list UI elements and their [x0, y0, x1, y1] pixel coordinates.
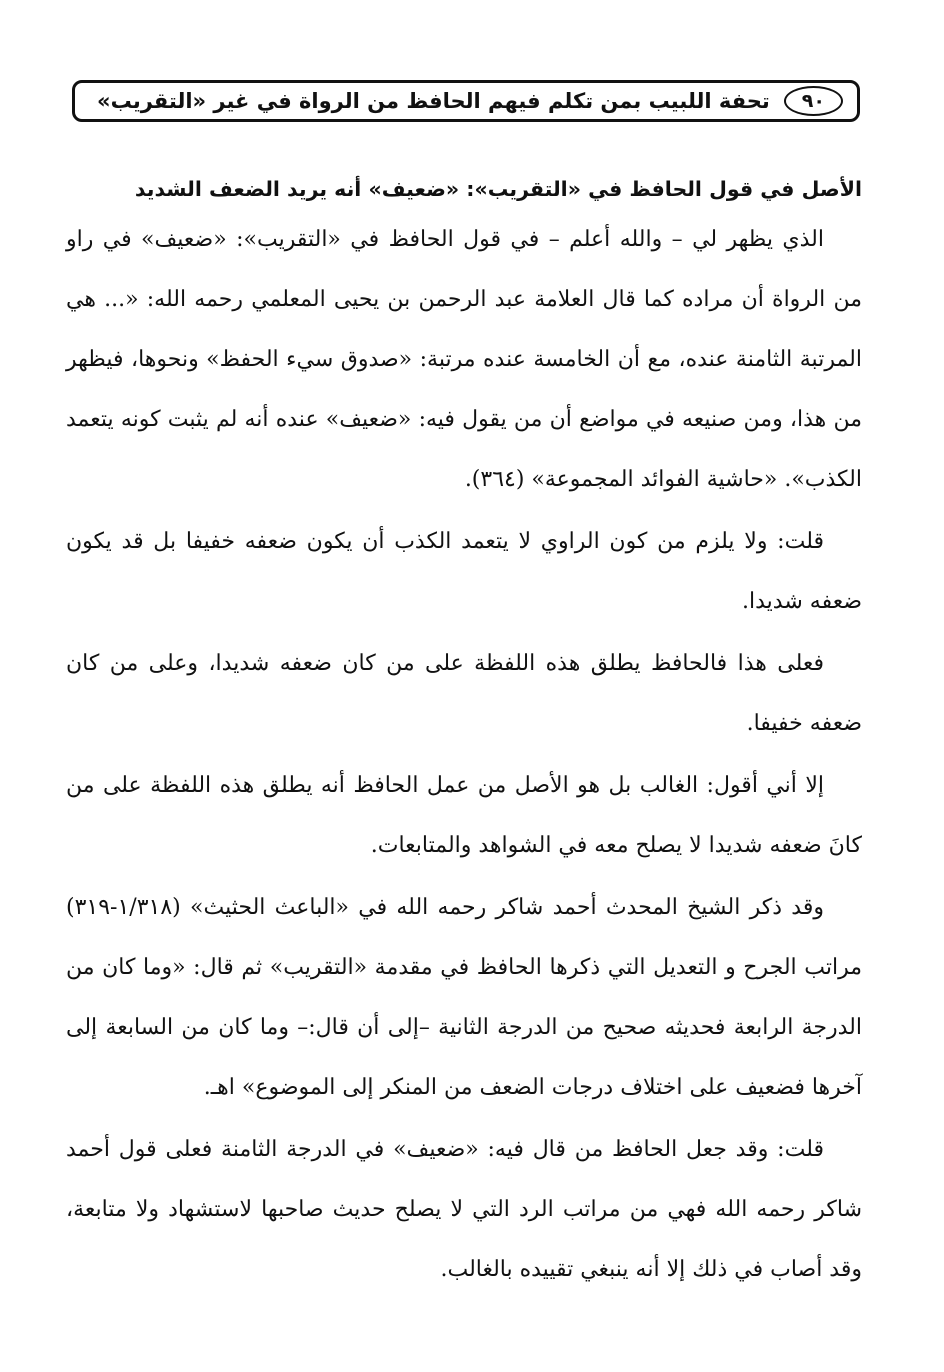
- paragraph-4: إلا أني أقول: الغالب بل هو الأصل من عمل الحافظ أنه يطلق هذه اللفظة على من كانَ ضعفه شديدا لا يصلح معه في الشواهد والمتابعات.: [66, 773, 862, 858]
- paragraph-2: قلت: ولا يلزم من كون الراوي لا يتعمد الكذب أن يكون ضعفه خفيفا بل قد يكون ضعفه شديدا.: [66, 529, 862, 614]
- running-header: [72, 80, 860, 122]
- paragraph-3: فعلى هذا فالحافظ يطلق هذه اللفظة على من كان ضعفه شديدا، وعلى من كان ضعفه خفيفا.: [66, 651, 862, 736]
- page-body: [66, 168, 862, 1300]
- section-heading: الأصل في قول الحافظ في «التقريب»: «ضعيف» أنه يريد الضعف الشديد: [134, 177, 862, 201]
- paragraph-5: وقد ذكر الشيخ المحدث أحمد شاكر رحمه الله في «الباعث الحثيث» (١/٣١٨-٣١٩) مراتب الجرح و التعديل التي ذكرها الحافظ في مقدمة «التقريب» ثم قال: «وما كان من الدرجة الرابعة فحديثه صحيح من الدرجة الثانية –إلى أن قال:– وما كان من السابعة إلى آخرها فضعيف على اختلاف درجات الضعف من المنكر إلى الموضوع» اهـ.: [66, 895, 862, 1100]
- paragraph-6: قلت: وقد جعل الحافظ من قال فيه: «ضعيف» في الدرجة الثامنة فعلى قول أحمد شاكر رحمه الله فهي من مراتب الرد التي لا يصلح حديث صاحبها لاستشهاد ولا متابعة، وقد أصاب في ذلك إلا أنه ينبغي تقييده بالغالب.: [66, 1137, 862, 1282]
- page-number: ٩٠: [784, 86, 843, 116]
- running-title: تحفة اللبيب بمن تكلم فيهم الحافظ من الرواة في غير «التقريب»: [97, 89, 770, 113]
- paragraph-1: الذي يظهر لي – والله أعلم – في قول الحافظ في «التقريب»: «ضعيف» في راو من الرواة أن مراده كما قال العلامة عبد الرحمن بن يحيى المعلمي رحمه الله: «... هي المرتبة الثامنة عنده، مع أن الخامسة عنده مرتبة: «صدوق سيء الحفظ» ونحوها، فيظهر من هذا، ومن صنيعه في مواضع أن من يقول فيه: «ضعيف» عنده أنه لم يثبت كونه يتعمد الكذب». «حاشية الفوائد المجموعة» (٣٦٤).: [66, 227, 862, 492]
